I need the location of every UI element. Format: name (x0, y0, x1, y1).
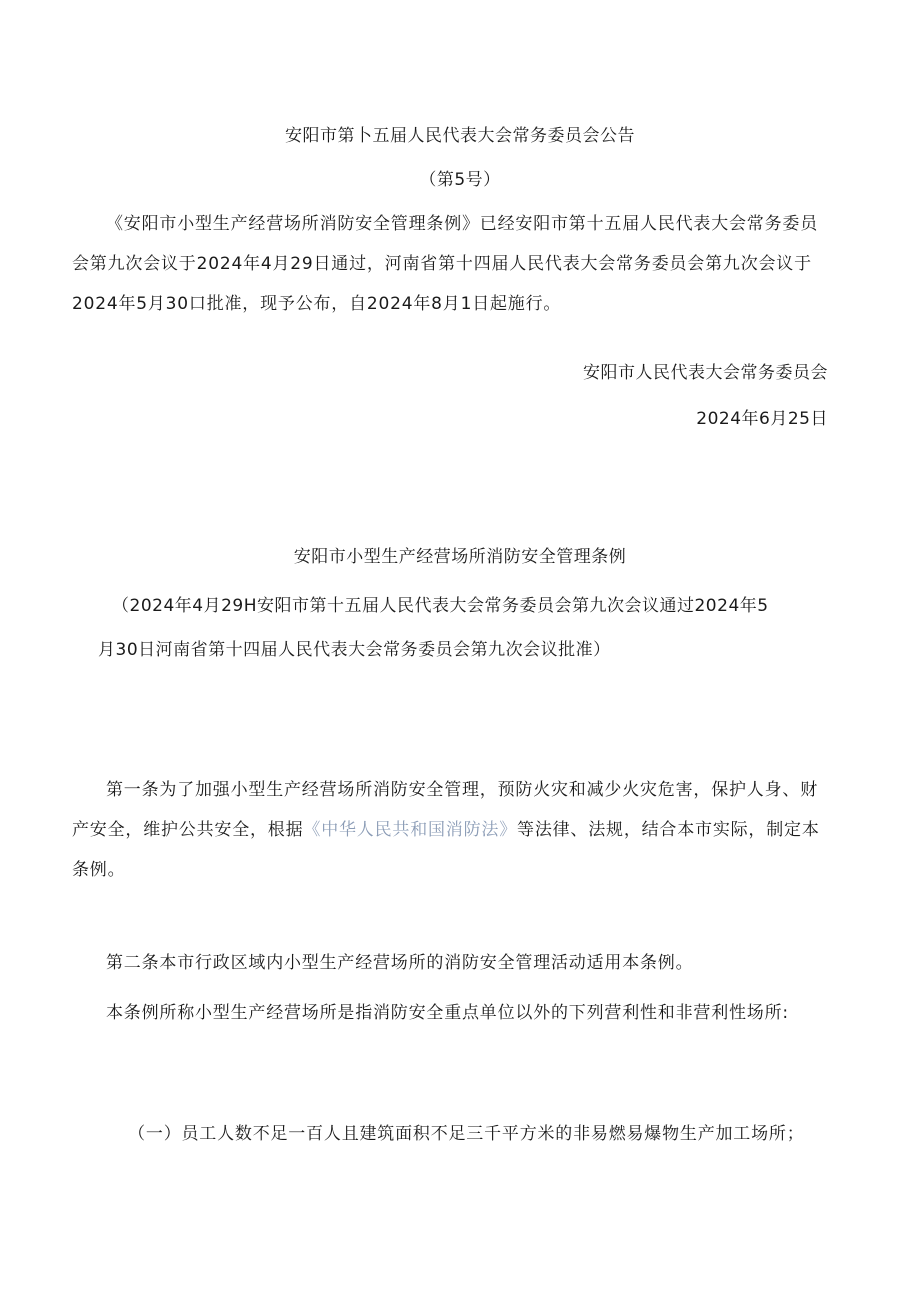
announcement-body (72, 204, 834, 324)
article-2 (72, 943, 834, 983)
announcement-body-text: 《安阳市小型生产经营场所消防安全管理条例》已经安阳市第十五届人民代表大会常务委员会第九次会议于2024年4月29日通过，河南省第十四届人民代表大会常务委员会第九次会议于2024年5月30口批准，现予公布，自2024年8月1日起施行。 (72, 214, 818, 314)
announcement-date: 2024年6月25日 (696, 409, 828, 429)
list-item-1 (72, 1114, 834, 1154)
article-1-text-before: 第一条为了加强小型生产经营场所消防安全管理，预防火灾和减少火灾危害，保护人身、财产安全，维护公共安全，根据 (72, 780, 818, 840)
regulation-title: 安阳市小型生产经营场所消防安全管理条例 (293, 547, 627, 567)
announcement-title: 安阳市第卜五届人民代表大会常务委员会公告 (285, 126, 635, 146)
fire-protection-law-link[interactable]: 《中华人民共和国消防法》 (303, 820, 518, 840)
article-1 (72, 770, 834, 890)
article-2-text: 第二条本市行政区域内小型生产经营场所的消防安全管理活动适用本条例。 (106, 953, 694, 973)
article-1-text (72, 770, 834, 890)
announcement-issuer: 安阳市人民代表大会常务委员会 (583, 363, 828, 383)
regulation-subtitle-line2: 月30日河南省第十四届人民代表大会常务委员会第九次会议批准） (98, 640, 611, 660)
list-item-1-text: （一）员工人数不足一百人且建筑面积不足三千平方米的非易燃易爆物生产加工场所； (128, 1124, 805, 1144)
announcement-number: （第5号） (419, 170, 501, 190)
article-1-text-after: 等法律、法规，结合本市实际，制定本条例。 (72, 820, 820, 880)
regulation-subtitle-line1: （2024年4月29H安阳市第十五届人民代表大会常务委员会第九次会议通过2024年5 (112, 596, 769, 616)
article-2-definition (72, 993, 834, 1033)
article-2-definition-text: 本条例所称小型生产经营场所是指消防安全重点单位以外的下列营利性和非营利性场所: (106, 1003, 789, 1023)
